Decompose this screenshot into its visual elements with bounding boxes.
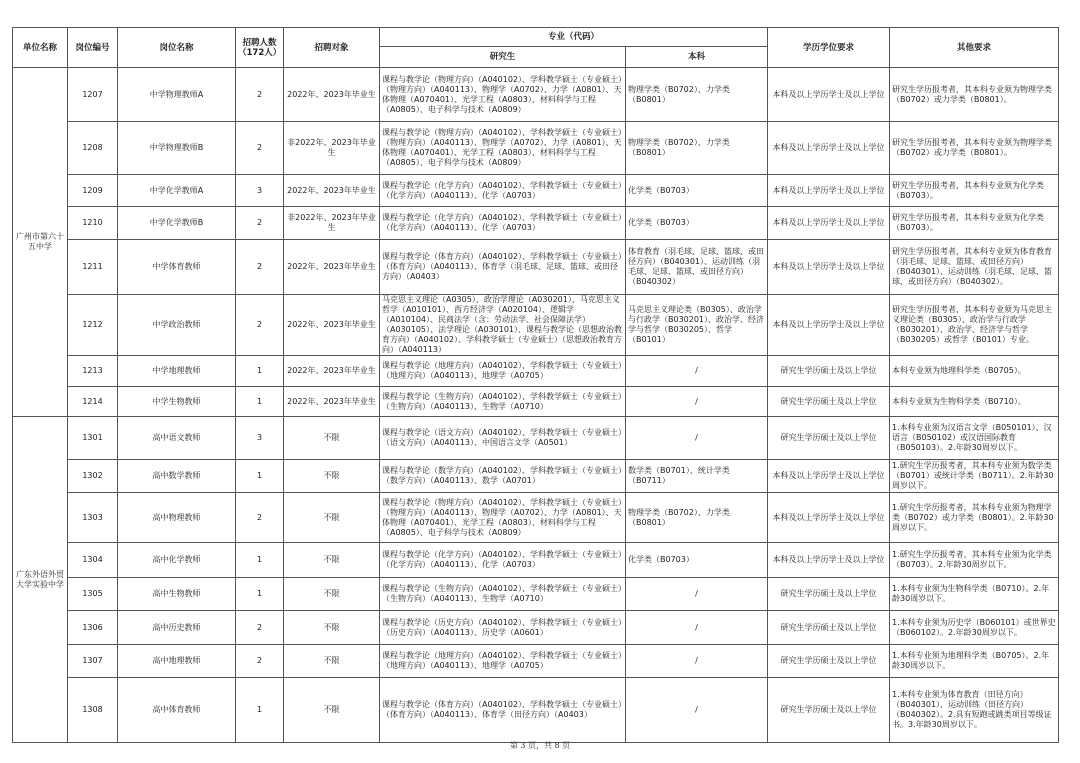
table-row [13, 417, 1059, 460]
grad-major-cell: 课程与教学论（化学方向）（A040102）、学科教学硕士（专业硕士）（化学方向）（A040113）、化学（A0703） [380, 175, 626, 207]
target-cell: 2022年、2023年毕业生 [284, 68, 380, 122]
other-req-cell: 研究生学历报考者，其本科专业须为物理学类（B0702）或力学类（B0801）。 [890, 122, 1059, 175]
post-name-cell: 中学体育教师 [118, 240, 236, 295]
degree-cell: 研究生学历硕士及以上学位 [768, 387, 890, 417]
post-no-cell: 1303 [68, 493, 118, 543]
table-row [13, 678, 1059, 743]
count-cell: 1 [236, 543, 284, 578]
undergrad-major-cell: / [626, 387, 768, 417]
post-name-cell: 中学物理教师A [118, 68, 236, 122]
table-row [13, 578, 1059, 611]
undergrad-major-cell: / [626, 578, 768, 611]
table-row [13, 68, 1059, 122]
header-post-name: 岗位名称 [118, 28, 236, 68]
target-cell: 不限 [284, 611, 380, 645]
grad-major-cell: 课程与教学论（生物方向）（A040102）、学科教学硕士（专业硕士）（生物方向）（A040113）、生物学（A0710） [380, 578, 626, 611]
other-req-cell: 1.本科专业须为地理科学类（B0705）。2.年龄30周岁以下。 [890, 645, 1059, 678]
count-cell: 3 [236, 417, 284, 460]
undergrad-major-cell: 物理学类（B0702）、力学类（B0801） [626, 493, 768, 543]
post-no-cell: 1207 [68, 68, 118, 122]
target-cell: 不限 [284, 417, 380, 460]
degree-cell: 本科及以上学历学士及以上学位 [768, 543, 890, 578]
grad-major-cell: 课程与教学论（化学方向）（A040102）、学科教学硕士（专业硕士）（化学方向）（A040113）、化学（A0703） [380, 543, 626, 578]
post-name-cell: 中学政治教师 [118, 295, 236, 356]
header-target: 招聘对象 [284, 28, 380, 68]
degree-cell: 本科及以上学历学士及以上学位 [768, 240, 890, 295]
other-req-cell: 研究生学历报考者，其本科专业须为体育教育（羽毛球、足球、篮球、或田径方向）（B040301）、运动训练（羽毛球、足球、篮球、或田径方向）（B040302）。 [890, 240, 1059, 295]
degree-cell: 本科及以上学历学士及以上学位 [768, 122, 890, 175]
target-cell: 不限 [284, 645, 380, 678]
grad-major-cell: 课程与教学论（物理方向）（A040102）、学科教学硕士（专业硕士）（物理方向）（A040113）、物理学（A0702）、力学（A0801）、天体物理（A070401）、光学工程（A0803）、材料科学与工程（A0805）、电子科学与技术（A0809） [380, 493, 626, 543]
post-no-cell: 1208 [68, 122, 118, 175]
other-req-cell: 研究生学历报考者，其本科专业须为化学类（B0703）。 [890, 175, 1059, 207]
post-no-cell: 1212 [68, 295, 118, 356]
undergrad-major-cell: 物理学类（B0702）、力学类（B0801） [626, 68, 768, 122]
post-no-cell: 1301 [68, 417, 118, 460]
table-row [13, 295, 1059, 356]
table-row [13, 460, 1059, 493]
post-name-cell: 高中语文教师 [118, 417, 236, 460]
table-row [13, 611, 1059, 645]
undergrad-major-cell: / [626, 645, 768, 678]
degree-cell: 本科及以上学历学士及以上学位 [768, 175, 890, 207]
target-cell: 2022年、2023年毕业生 [284, 356, 380, 387]
count-cell: 2 [236, 68, 284, 122]
header-major: 专业（代码） [380, 28, 768, 47]
post-name-cell: 高中物理教师 [118, 493, 236, 543]
post-no-cell: 1305 [68, 578, 118, 611]
post-name-cell: 高中生物教师 [118, 578, 236, 611]
grad-major-cell: 课程与教学论（体育方向）（A040102）、学科教学硕士（专业硕士）（体育方向）（A040113）、体育学（田径方向）（A0403） [380, 678, 626, 743]
post-name-cell: 高中历史教师 [118, 611, 236, 645]
post-no-cell: 1211 [68, 240, 118, 295]
count-cell: 2 [236, 240, 284, 295]
count-cell: 2 [236, 645, 284, 678]
other-req-cell: 本科专业须为地理科学类（B0705）。 [890, 356, 1059, 387]
degree-cell: 研究生学历硕士及以上学位 [768, 578, 890, 611]
table-row [13, 175, 1059, 207]
undergrad-major-cell: / [626, 611, 768, 645]
undergrad-major-cell: / [626, 678, 768, 743]
other-req-cell: 1.本科专业须为体育教育（田径方向）（B040301）、运动训练（田径方向）（B040302）。2.具有短跑或跳类项目等级证书。3.年龄30周岁以下。 [890, 678, 1059, 743]
header-post-no: 岗位编号 [68, 28, 118, 68]
other-req-cell: 研究生学历报考者，其本科专业须为马克思主义理论类（B0305）、政治学与行政学（B030201）、政治学、经济学与哲学（B030205）或哲学（B0101）专业。 [890, 295, 1059, 356]
count-cell: 1 [236, 356, 284, 387]
header-other: 其他要求 [890, 28, 1059, 68]
post-no-cell: 1308 [68, 678, 118, 743]
count-cell: 1 [236, 460, 284, 493]
other-req-cell: 1.本科专业须为生物科学类（B0710）。2.年龄30周岁以下。 [890, 578, 1059, 611]
grad-major-cell: 课程与教学论（地理方向）（A040102）、学科教学硕士（专业硕士）（地理方向）（A040113）、地理学（A0705） [380, 356, 626, 387]
target-cell: 2022年、2023年毕业生 [284, 175, 380, 207]
post-name-cell: 高中化学教师 [118, 543, 236, 578]
other-req-cell: 1.研究生学历报考者，其本科专业须为物理学类（B0702）或力学类（B0801）。2.年龄30周岁以下。 [890, 493, 1059, 543]
grad-major-cell: 课程与教学论（语文方向）（A040102）、学科教学硕士（专业硕士）（语文方向）（A040113）、中国语言文学（A0501） [380, 417, 626, 460]
recruitment-table [12, 27, 1059, 743]
other-req-cell: 1.研究生学历报考者，其本科专业须为化学类（B0703）。2.年龄30周岁以下。 [890, 543, 1059, 578]
post-name-cell: 中学化学教师B [118, 207, 236, 240]
count-cell: 2 [236, 493, 284, 543]
degree-cell: 研究生学历硕士及以上学位 [768, 645, 890, 678]
undergrad-major-cell: / [626, 417, 768, 460]
table-row [13, 356, 1059, 387]
post-no-cell: 1307 [68, 645, 118, 678]
undergrad-major-cell: 化学类（B0703） [626, 207, 768, 240]
count-cell: 3 [236, 175, 284, 207]
degree-cell: 本科及以上学历学士及以上学位 [768, 460, 890, 493]
target-cell: 不限 [284, 493, 380, 543]
header-degree: 学历学位要求 [768, 28, 890, 68]
post-name-cell: 高中数学教师 [118, 460, 236, 493]
post-no-cell: 1302 [68, 460, 118, 493]
target-cell: 不限 [284, 543, 380, 578]
degree-cell: 本科及以上学历学士及以上学位 [768, 295, 890, 356]
other-req-cell: 研究生学历报考者，其本科专业须为化学类（B0703）。 [890, 207, 1059, 240]
target-cell: 2022年、2023年毕业生 [284, 387, 380, 417]
other-req-cell: 研究生学历报考者，其本科专业须为物理学类（B0702）或力学类（B0801）。 [890, 68, 1059, 122]
degree-cell: 研究生学历硕士及以上学位 [768, 611, 890, 645]
target-cell: 不限 [284, 578, 380, 611]
grad-major-cell: 课程与教学论（物理方向）（A040102）、学科教学硕士（专业硕士）（物理方向）（A040113）、物理学（A0702）、力学（A0801）、天体物理（A070401）、光学工程（A0803）、材料科学与工程（A0805）、电子科学与技术（A0809） [380, 122, 626, 175]
post-no-cell: 1213 [68, 356, 118, 387]
table-row [13, 543, 1059, 578]
grad-major-cell: 课程与教学论（数学方向）（A040102）、学科教学硕士（专业硕士）（数学方向）（A040113）、数学（A0701） [380, 460, 626, 493]
undergrad-major-cell: 体育教育（羽毛球、足球、篮球、或田径方向）（B040301）、运动训练（羽毛球、足球、篮球、或田径方向）（B040302） [626, 240, 768, 295]
count-cell: 2 [236, 122, 284, 175]
undergrad-major-cell: 化学类（B0703） [626, 543, 768, 578]
count-cell: 1 [236, 578, 284, 611]
post-name-cell: 中学地理教师 [118, 356, 236, 387]
post-name-cell: 中学化学教师A [118, 175, 236, 207]
other-req-cell: 1.研究生学历报考者，其本科专业须为数学类（B0701）或统计学类（B0711）。2.年龄30周岁以下。 [890, 460, 1059, 493]
target-cell: 2022年、2023年毕业生 [284, 240, 380, 295]
grad-major-cell: 课程与教学论（物理方向）（A040102）、学科教学硕士（专业硕士）（物理方向）（A040113）、物理学（A0702）、力学（A0801）、天体物理（A070401）、光学工程（A0803）、材料科学与工程（A0805）、电子科学与技术（A0809） [380, 68, 626, 122]
header-unit: 单位名称 [13, 28, 68, 68]
degree-cell: 本科及以上学历学士及以上学位 [768, 493, 890, 543]
grad-major-cell: 课程与教学论（生物方向）（A040102）、学科教学硕士（专业硕士）（生物方向）（A040113）、生物学（A0710） [380, 387, 626, 417]
unit-name-cell: 广州市第六十五中学 [13, 68, 68, 417]
header-undergrad: 本科 [626, 47, 768, 68]
grad-major-cell: 课程与教学论（地理方向）（A040102）、学科教学硕士（专业硕士）（地理方向）（A040113）、地理学（A0705） [380, 645, 626, 678]
count-cell: 1 [236, 387, 284, 417]
other-req-cell: 1.本科专业须为汉语言文学（B050101）、汉语言（B050102）或汉语国际教育（B050103）。2.年龄30周岁以下。 [890, 417, 1059, 460]
post-name-cell: 中学物理教师B [118, 122, 236, 175]
count-cell: 2 [236, 611, 284, 645]
other-req-cell: 本科专业须为生物科学类（B0710）。 [890, 387, 1059, 417]
other-req-cell: 1.本科专业须为历史学（B060101）或世界史（B060102）。2.年龄30周岁以下。 [890, 611, 1059, 645]
post-name-cell: 高中地理教师 [118, 645, 236, 678]
degree-cell: 研究生学历硕士及以上学位 [768, 417, 890, 460]
post-name-cell: 高中体育教师 [118, 678, 236, 743]
degree-cell: 本科及以上学历学士及以上学位 [768, 68, 890, 122]
post-name-cell: 中学生物教师 [118, 387, 236, 417]
unit-name-cell: 广东外语外贸大学实验中学 [13, 417, 68, 743]
undergrad-major-cell: 化学类（B0703） [626, 175, 768, 207]
table-row [13, 122, 1059, 175]
undergrad-major-cell: / [626, 356, 768, 387]
count-cell: 2 [236, 295, 284, 356]
table-row [13, 493, 1059, 543]
target-cell: 不限 [284, 678, 380, 743]
count-cell: 2 [236, 207, 284, 240]
post-no-cell: 1209 [68, 175, 118, 207]
header-grad: 研究生 [380, 47, 626, 68]
grad-major-cell: 马克思主义理论（A0305）、政治学理论（A030201）、马克思主义哲学（A010101）、西方经济学（A020104）、逻辑学（A010104）、民商法学（含：劳动法学、社会保障法学）（A030105）、法学理论（A030101）、课程与教学论（思想政治教育方向）（A040102）、学科教学硕士（专业硕士）（思想政治教育方向）（A040113） [380, 295, 626, 356]
degree-cell: 研究生学历硕士及以上学位 [768, 678, 890, 743]
undergrad-major-cell: 数学类（B0701）、统计学类（B0711） [626, 460, 768, 493]
grad-major-cell: 课程与教学论（历史方向）（A040102）、学科教学硕士（专业硕士）（历史方向）（A040113）、历史学（A0601） [380, 611, 626, 645]
post-no-cell: 1304 [68, 543, 118, 578]
target-cell: 2022年、2023年毕业生 [284, 295, 380, 356]
header-count: 招聘人数（172人） [236, 28, 284, 68]
target-cell: 非2022年、2023年毕业生 [284, 207, 380, 240]
count-cell: 1 [236, 678, 284, 743]
table-row [13, 207, 1059, 240]
page-footer: 第 3 页，共 8 页 [509, 741, 571, 750]
table-row [13, 240, 1059, 295]
target-cell: 不限 [284, 460, 380, 493]
undergrad-major-cell: 马克思主义理论类（B0305）、政治学与行政学（B030201）、政治学、经济学与哲学（B030205）、哲学（B0101） [626, 295, 768, 356]
post-no-cell: 1214 [68, 387, 118, 417]
post-no-cell: 1306 [68, 611, 118, 645]
post-no-cell: 1210 [68, 207, 118, 240]
grad-major-cell: 课程与教学论（体育方向）（A040102）、学科教学硕士（专业硕士）（体育方向）（A040113）、体育学（羽毛球、足球、篮球、或田径方向）（A0403） [380, 240, 626, 295]
degree-cell: 研究生学历硕士及以上学位 [768, 356, 890, 387]
grad-major-cell: 课程与教学论（化学方向）（A040102）、学科教学硕士（专业硕士）（化学方向）（A040113）、化学（A0703） [380, 207, 626, 240]
table-row [13, 387, 1059, 417]
undergrad-major-cell: 物理学类（B0702）、力学类（B0801） [626, 122, 768, 175]
degree-cell: 本科及以上学历学士及以上学位 [768, 207, 890, 240]
table-row [13, 645, 1059, 678]
target-cell: 非2022年、2023年毕业生 [284, 122, 380, 175]
